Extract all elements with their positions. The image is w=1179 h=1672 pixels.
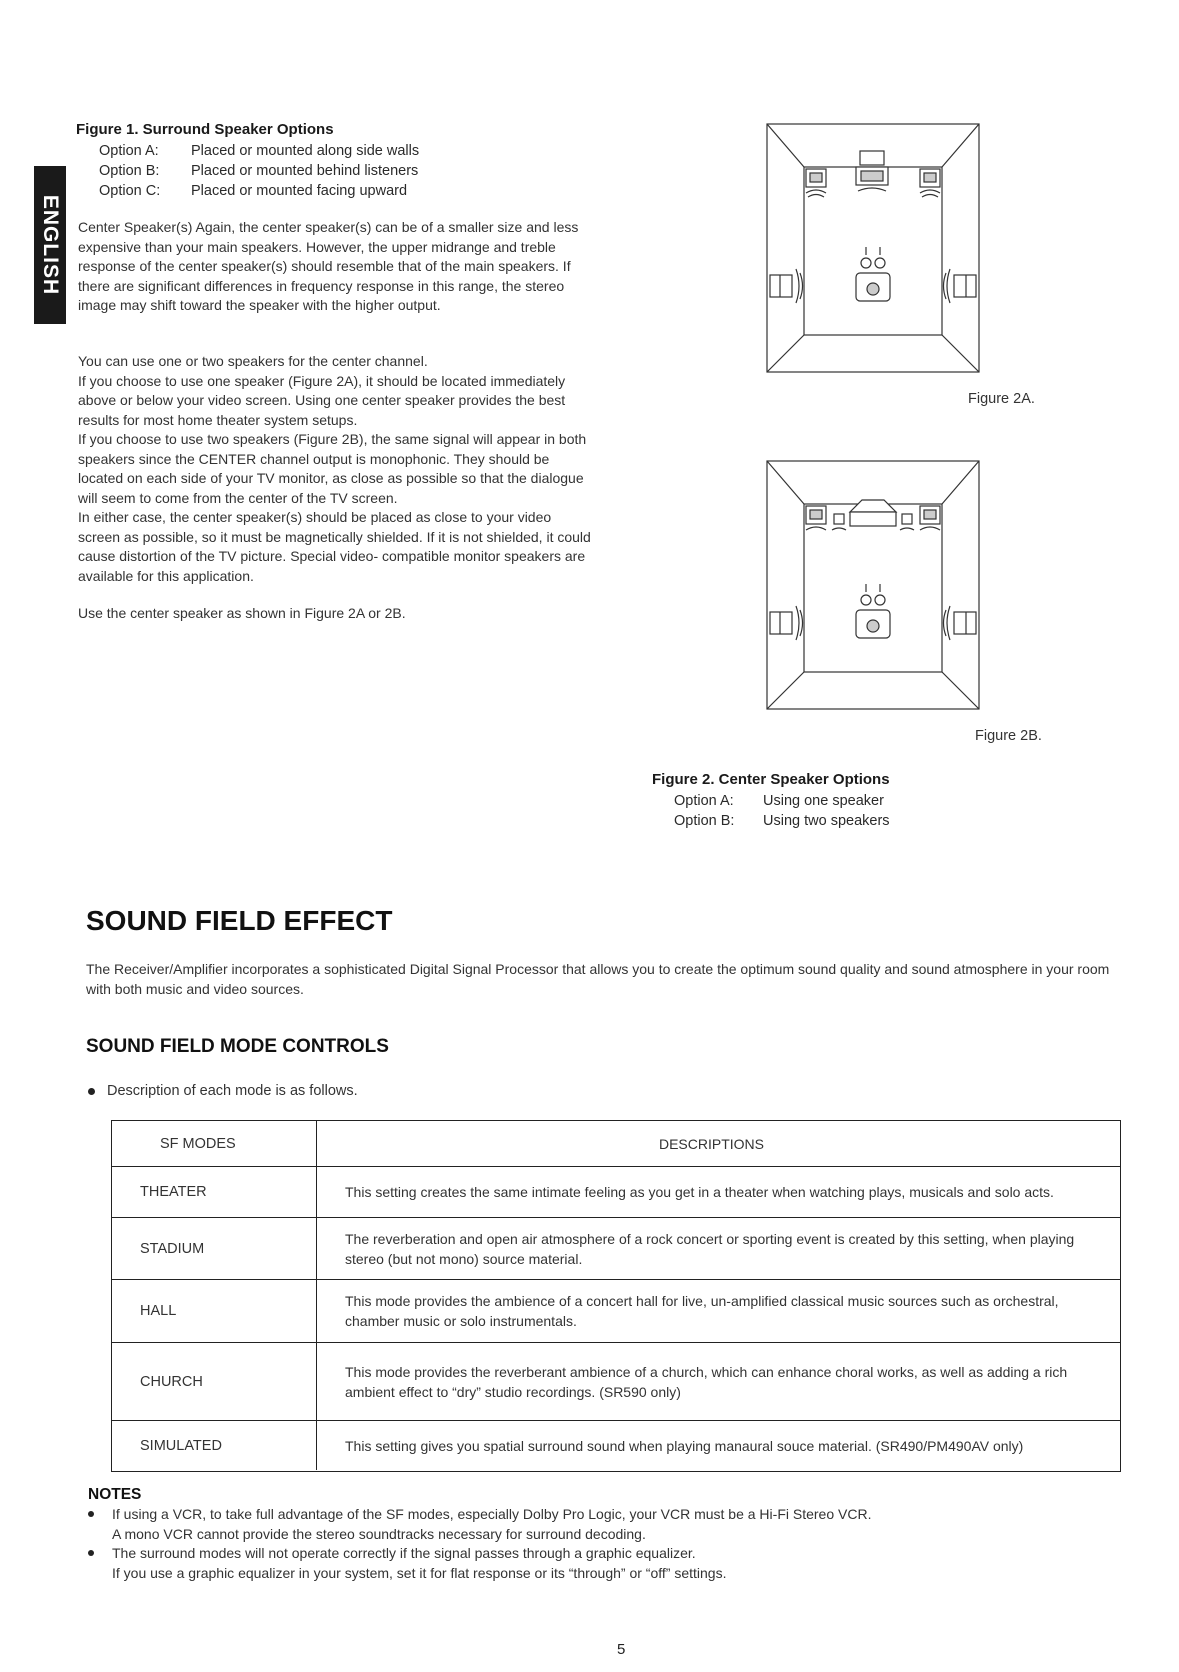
description-cell: This setting gives you spatial surround sound when playing manaural souce material. (SR490/PM490AV only)	[345, 1437, 1024, 1454]
figure1-options	[99, 141, 419, 201]
surround-left-speaker-icon	[770, 269, 803, 303]
figure1-option-b: Option B: Placed or mounted behind listeners	[99, 163, 419, 179]
notes-list	[88, 1505, 1128, 1583]
figure-2b-room-diagram	[766, 460, 980, 710]
notes-title: NOTES	[88, 1486, 142, 1503]
table-header-row	[112, 1121, 1120, 1167]
usage-line: In either case, the center speaker(s) should be placed as close to your video screen as possible, so it must be magnetically shielded. If it is not shielded, it could cause distortion of the TV picture. Special video- compatible monitor speakers are available for this application.	[78, 509, 591, 584]
listener-icon	[856, 584, 890, 638]
mode-description-bullet: Description of each mode is as follows.	[88, 1083, 358, 1099]
figure1-option-c: Option C: Placed or mounted facing upward	[99, 183, 408, 199]
usage-line: If you choose to use two speakers (Figure 2B), the same signal will appear in both speakers since the CENTER channel output is monophonic. They should be located on each side of your TV monitor, as close as possible so that the dialogue will seem to come from the center of the TV screen.	[78, 431, 587, 506]
header-sf-modes: SF MODES	[112, 1121, 317, 1166]
front-left-speaker-icon	[806, 506, 826, 530]
front-right-speaker-icon	[920, 169, 940, 197]
page-number: 5	[617, 1641, 626, 1658]
description-cell: This setting creates the same intimate feeling as you get in a theater when watching plays, musicals and solo acts.	[345, 1184, 1054, 1200]
note-item: If using a VCR, to take full advantage of the SF modes, especially Dolby Pro Logic, your VCR must be a Hi-Fi Stereo VCR. A mono VCR cannot provide the stereo soundtracks necessary for surround decoding.	[88, 1505, 1128, 1544]
section-intro: The Receiver/Amplifier incorporates a sophisticated Digital Signal Processor that allows you to create the optimum sound quality and sound atmosphere in your room with both music and video sources.	[86, 961, 1110, 997]
figure1-title: Figure 1. Surround Speaker Options	[76, 121, 334, 138]
surround-right-speaker-icon	[944, 606, 977, 640]
center-speaker-right-icon	[900, 514, 914, 530]
front-right-speaker-icon	[920, 506, 940, 530]
header-descriptions: DESCRIPTIONS	[658, 1135, 764, 1152]
bullet-icon	[88, 1511, 94, 1517]
table-row	[112, 1218, 1120, 1280]
bullet-icon	[88, 1088, 95, 1095]
table-row	[112, 1167, 1120, 1218]
figure-2b-label: Figure 2B.	[975, 728, 1042, 744]
description-cell: This mode provides the ambience of a concert hall for live, un-amplified classical music sources such as orchestral, chamber music or solo instrumentals.	[345, 1293, 1059, 1329]
mode-cell: CHURCH	[112, 1343, 317, 1420]
mode-cell: STADIUM	[112, 1218, 317, 1279]
mode-cell: SIMULATED	[112, 1421, 317, 1470]
table-row	[112, 1280, 1120, 1343]
figure2-options	[674, 791, 890, 831]
center-speaker-paragraph: Center Speaker(s) Again, the center speaker(s) can be of a smaller size and less expensive than your main speakers. However, the upper midrange and treble response of the center speaker(s) should resemble that of the main speakers. If there are significant differences in frequency response in this range, the stereo image may shift toward the speaker with the higher output.	[78, 219, 579, 313]
bullet-icon	[88, 1550, 94, 1556]
table-row	[112, 1421, 1120, 1470]
front-left-speaker-icon	[806, 169, 826, 197]
note-item: The surround modes will not operate correctly if the signal passes through a graphic equalizer. If you use a graphic equalizer in your system, set it for flat response or its “through” or “off” settings.	[88, 1544, 1128, 1583]
figure2-title: Figure 2. Center Speaker Options	[652, 771, 890, 788]
use-center-paragraph: Use the center speaker as shown in Figure 2A or 2B.	[78, 605, 406, 621]
description-cell: The reverberation and open air atmosphere of a rock concert or sporting event is created by this setting, when playing stereo (but not mono) source material.	[345, 1230, 1075, 1267]
usage-line: You can use one or two speakers for the center channel.	[78, 353, 428, 369]
center-speaker-left-icon	[832, 514, 846, 530]
language-tab	[34, 166, 66, 324]
figure2-option-a: Option A: Using one speaker	[674, 793, 884, 809]
figure1-option-a: Option A: Placed or mounted along side walls	[99, 143, 420, 159]
surround-right-speaker-icon	[944, 269, 977, 303]
usage-line: If you choose to use one speaker (Figure 2A), it should be located immediately above or below your video screen. Using one center speaker provides the best results for most home theater system setups.	[78, 372, 566, 428]
language-tab-label: ENGLISH	[39, 194, 62, 296]
subsection-title: SOUND FIELD MODE CONTROLS	[86, 1036, 389, 1057]
center-speaker-icon	[856, 151, 888, 191]
sf-modes-table	[111, 1120, 1121, 1472]
mode-cell: HALL	[112, 1280, 317, 1342]
figure-2a-room-diagram	[766, 123, 980, 373]
center-channel-usage	[78, 352, 595, 586]
table-row	[112, 1343, 1120, 1421]
description-cell: This mode provides the reverberant ambience of a church, which can enhance choral works, as well as adding a rich ambient effect to “dry” studio recordings. (SR590 only)	[345, 1363, 1068, 1400]
figure2-option-b: Option B: Using two speakers	[674, 813, 890, 829]
listener-icon	[856, 247, 890, 301]
surround-left-speaker-icon	[770, 606, 803, 640]
mode-cell: THEATER	[112, 1167, 317, 1217]
section-title: SOUND FIELD EFFECT	[86, 905, 393, 936]
figure-2a-label: Figure 2A.	[968, 391, 1035, 407]
